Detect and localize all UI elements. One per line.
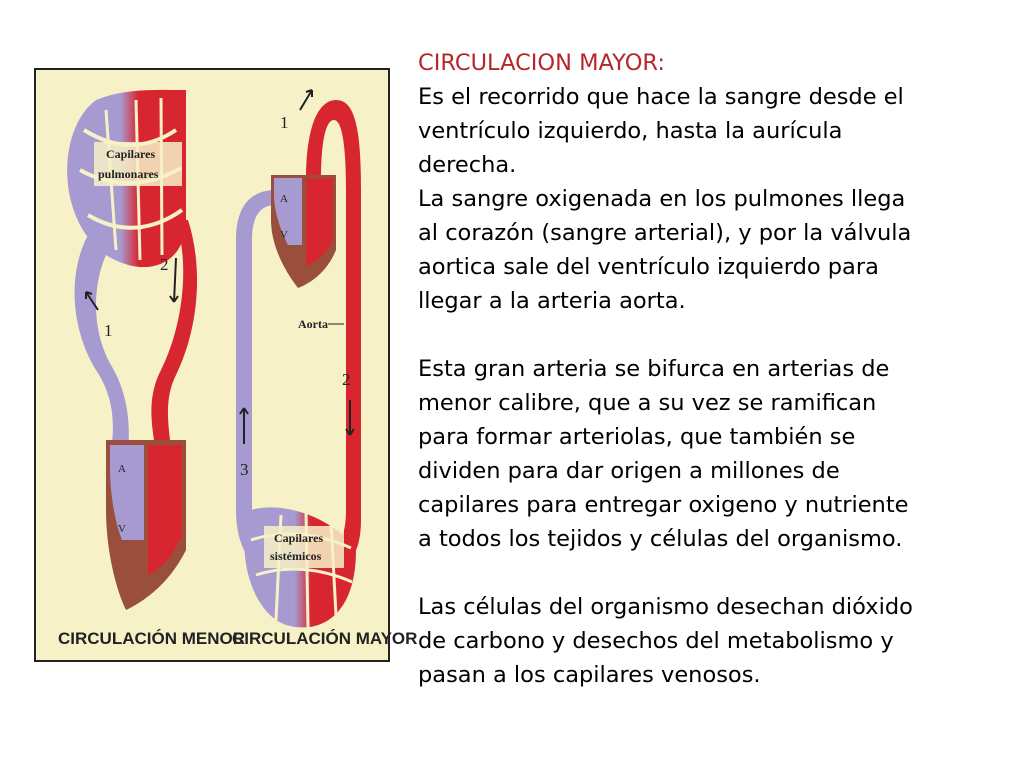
step-2-major: 2 [342,370,351,389]
paragraph-spacer [418,318,1008,352]
paragraph-1-line-1: Es el recorrido que hace la sangre desde el [418,84,904,110]
pulmonary-artery-vessel [75,230,129,450]
paragraph-4-line-2: de carbono y desechos del metabolismo y [418,628,894,654]
paragraph-1-line-3: derecha. [418,152,517,178]
arrow-up-major-1 [300,90,312,110]
paragraph-spacer [418,556,1008,590]
step-3-major: 3 [240,460,249,479]
circulation-diagram [34,68,418,662]
aorta-label: Aorta [298,317,328,331]
paragraph-2-line-4: llegar a la arteria aorta. [418,288,686,314]
systemic-capillaries-label-2: sistémicos [270,549,322,563]
ventricle-label-minor: V [118,523,126,535]
aorta-vessel [306,100,361,570]
paragraph-3-line-5: capilares para entregar oxigeno y nutriente [418,492,909,518]
paragraph-3-line-4: dividen para dar origen a millones de [418,458,840,484]
paragraph-3-line-2: menor calibre, que a su vez se ramifican [418,390,877,416]
paragraph-3-line-3: para formar arteriolas, que también se [418,424,856,450]
paragraph-2-line-2: al corazón (sangre arterial), y por la válvula [418,220,912,246]
paragraph-4-line-1: Las células del organismo desechan dióxido [418,594,913,620]
section-title: CIRCULACION MAYOR: [418,50,665,76]
paragraph-4-line-3: pasan a los capilares venosos. [418,662,761,688]
atrium-label-major: A [280,193,288,205]
step-1-minor: 1 [104,321,113,340]
arrow-down-minor [170,258,178,302]
step-2-minor: 2 [160,255,169,274]
paragraph-2-line-3: aortica sale del ventrículo izquierdo para [418,254,879,280]
pulmonary-capillaries-label-2: pulmonares [98,167,159,181]
paragraph-1-line-2: ventrículo izquierdo, hasta la aurícula [418,118,843,144]
ventricle-label-major: V [280,229,288,241]
paragraph-2-line-1: La sangre oxigenada en los pulmones llega [418,186,906,212]
paragraph-3-line-6: a todos los tejidos y células del organismo. [418,526,903,552]
pulmonary-capillaries-label-1: Capilares [106,147,156,161]
explanation-text [418,46,1008,692]
heart-major [271,175,336,288]
heart-minor [106,440,186,610]
step-1-major: 1 [280,113,289,132]
atrium-label-minor: A [118,463,126,475]
paragraph-3-line-1: Esta gran arteria se bifurca en arterias de [418,356,890,382]
caption-minor: CIRCULACIÓN MENOR [58,629,245,648]
systemic-capillaries-label-1: Capilares [274,531,324,545]
circulation-diagram-svg [36,70,418,660]
caption-major: CIRCULACIÓN MAYOR [232,629,418,648]
